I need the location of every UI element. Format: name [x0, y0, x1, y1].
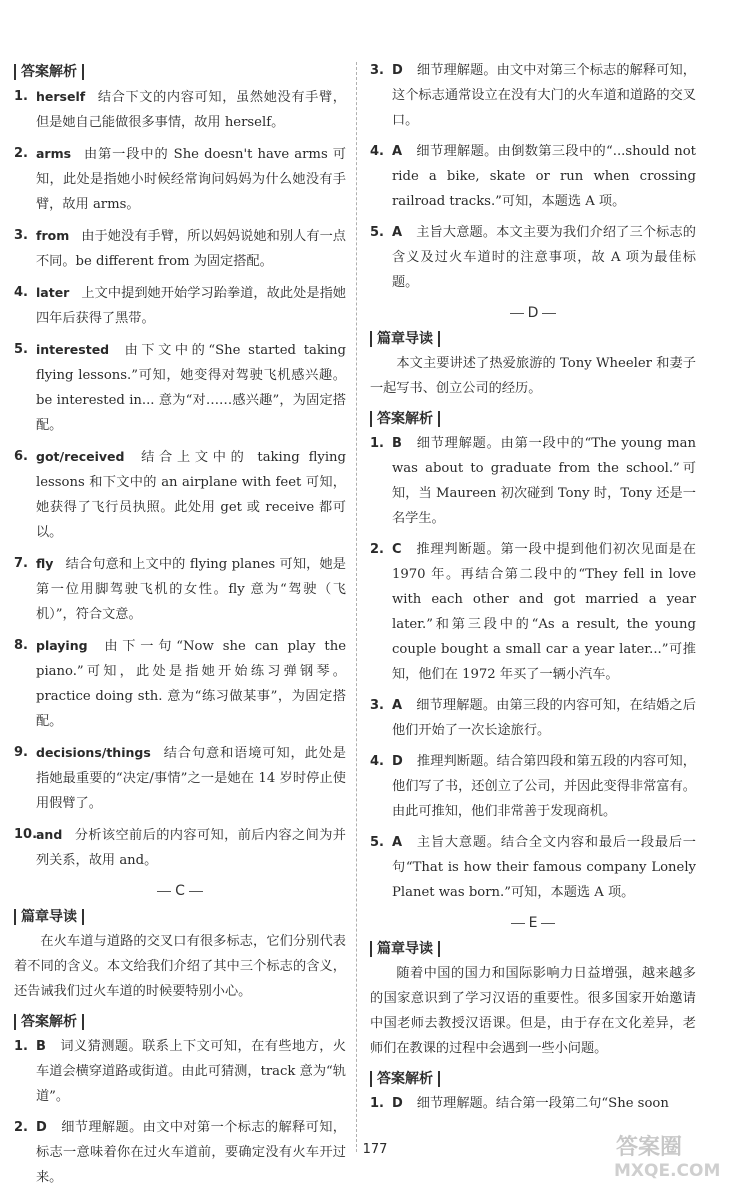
item-answer: D — [392, 1096, 403, 1111]
item-explanation: 推理判断题。第一段中提到他们初次见面是在 1970 年。再结合第二段中的“They fell in love with each other and got married a year later.”和第三段中的“As a result, the young couple bought a small car a year later...”可推知，他们在 1972 年买了一辆小汽车。 — [392, 542, 696, 682]
item-number: 3. — [370, 698, 384, 713]
item-explanation: 由下一句“Now she can play the piano.”可知，此处是指她开始练习弹钢琴。practice doing sth. 意为“练习做某事”，为固定搭配。 — [36, 639, 346, 729]
item-answer: B — [36, 1039, 46, 1054]
item-number: 5. — [370, 225, 384, 240]
item-answer: A — [392, 698, 403, 713]
answer-item — [14, 740, 346, 816]
item-number: 9. — [14, 745, 28, 760]
item-number: 3. — [14, 228, 28, 243]
column-divider — [356, 62, 357, 1152]
item-explanation: 结合下文的内容可知，虽然她没有手臂，但是她自己能做很多事情，故用 herself。 — [36, 90, 346, 130]
item-explanation: 细节理解题。由倒数第三段中的“...should not ride a bike, skate or run when crossing railroad tracks.”可知，本题选 A 项。 — [392, 144, 696, 209]
section-marker-d — [370, 305, 696, 321]
answer-item — [370, 749, 696, 824]
item-number: 2. — [14, 1120, 28, 1135]
section-header-answer-analysis: 答案解析 — [14, 1014, 84, 1030]
item-answer: D — [392, 63, 403, 78]
item-answer: playing — [36, 638, 88, 653]
item-answer: fly — [36, 556, 54, 571]
item-number: 5. — [14, 342, 28, 357]
section-marker-c — [14, 883, 346, 899]
item-explanation: 结合句意和语境可知，此处是指她最重要的“决定/事情”之一是她在 14 岁时停止使用假臂了。 — [36, 746, 346, 811]
item-answer: arms — [36, 146, 72, 161]
item-answer: decisions/things — [36, 745, 151, 760]
answer-item — [14, 223, 346, 274]
item-explanation: 细节理解题。由文中对第一个标志的解释可知，标志一意味着你在过火车道前，要确定没有火车开过来。 — [36, 1120, 346, 1185]
item-answer: later — [36, 285, 70, 300]
section-header-passage-guide: 篇章导读 — [14, 909, 84, 925]
answer-item — [14, 337, 346, 438]
answer-list-b — [14, 84, 346, 873]
section-marker-e — [370, 915, 696, 931]
answer-item — [14, 141, 346, 217]
item-explanation: 推理判断题。结合第四段和第五段的内容可知，他们写了书，还创立了公司，并因此变得非常富有。由此可推知，他们非常善于发现商机。 — [392, 754, 696, 819]
item-answer: C — [392, 542, 402, 557]
item-number: 3. — [370, 63, 384, 78]
item-number: 4. — [370, 144, 384, 159]
item-explanation: 细节理解题。由第三段的内容可知，在结婚之后他们开始了一次长途旅行。 — [392, 698, 696, 738]
item-number: 7. — [14, 556, 28, 571]
item-answer: interested — [36, 342, 110, 357]
answer-item — [370, 830, 696, 905]
passage-guide-text: 随着中国的国力和国际影响力日益增强，越来越多的国家意识到了学习汉语的重要性。很多国家开始邀请中国老师去教授汉语课。但是，由于存在文化差异，老师们在教课的过程中会遇到一些小问题。 — [370, 966, 696, 1056]
answer-list-d — [370, 431, 696, 905]
answer-item — [14, 280, 346, 331]
item-explanation: 结合上文中的 taking flying lessons 和下文中的 an airplane with feet 可知，她获得了飞行员执照。此处用 get 或 receive 都可以。 — [36, 450, 346, 540]
section-header-answer-analysis: 答案解析 — [370, 1071, 440, 1087]
answer-item — [370, 220, 696, 295]
item-number: 4. — [370, 754, 384, 769]
answer-list-c-continued — [370, 58, 696, 295]
item-explanation: 由于她没有手臂，所以妈妈说她和别人有一点不同。be different from 为固定搭配。 — [36, 229, 346, 269]
item-explanation: 结合句意和上文中的 flying planes 可知，她是第一位用脚驾驶飞机的女性。fly 意为“驾驶（飞机）”，符合文意。 — [36, 557, 346, 622]
item-number: 1. — [14, 89, 28, 104]
item-number: 1. — [370, 436, 384, 451]
watermark-text: 答案圈 — [616, 1135, 683, 1160]
section-letter: E — [528, 915, 538, 931]
item-answer: B — [392, 436, 402, 451]
item-answer: got/received — [36, 449, 125, 464]
item-number: 1. — [370, 1096, 384, 1111]
answer-item — [14, 551, 346, 627]
item-answer: from — [36, 228, 70, 243]
item-number: 1. — [14, 1039, 28, 1054]
item-number: 6. — [14, 449, 28, 464]
answer-item — [14, 822, 346, 873]
left-column — [14, 58, 346, 1196]
answer-item — [370, 1091, 696, 1116]
answer-item — [14, 1034, 346, 1109]
item-answer: and — [36, 827, 63, 842]
answer-item — [370, 431, 696, 531]
item-answer: herself — [36, 89, 86, 104]
section-header-passage-guide: 篇章导读 — [370, 331, 440, 347]
answer-item — [14, 84, 346, 135]
item-number: 4. — [14, 285, 28, 300]
answer-item — [14, 444, 346, 545]
answer-list-e — [370, 1091, 696, 1116]
section-letter: D — [527, 305, 539, 321]
item-explanation: 主旨大意题。本文主要为我们介绍了三个标志的含义及过火车道时的注意事项，故 A 项为最佳标题。 — [392, 225, 696, 290]
page-number: 177 — [362, 1142, 388, 1157]
item-explanation: 分析该空前后的内容可知，前后内容之间为并列关系，故用 and。 — [36, 828, 346, 868]
item-answer: A — [392, 225, 403, 240]
answer-item — [370, 139, 696, 214]
item-explanation: 由第一段中的 She doesn't have arms 可知，此处是指她小时候经常询问妈妈为什么她没有手臂，故用 arms。 — [36, 147, 346, 212]
item-explanation: 细节理解题。由文中对第三个标志的解释可知，这个标志通常设立在没有大门的火车道和道路的交叉口。 — [392, 63, 696, 128]
watermark-url: MXQE.COM — [614, 1161, 721, 1180]
section-header-answer-analysis: 答案解析 — [14, 64, 84, 80]
item-explanation: 细节理解题。结合第一段第二句“She soon — [416, 1096, 669, 1111]
item-answer: D — [392, 754, 403, 769]
item-answer: D — [36, 1120, 47, 1135]
right-column — [370, 58, 696, 1122]
item-answer: A — [392, 835, 403, 850]
section-letter: C — [175, 883, 185, 899]
answer-item — [14, 633, 346, 734]
passage-guide-text: 本文主要讲述了热爱旅游的 Tony Wheeler 和妻子一起写书、创立公司的经历。 — [370, 356, 696, 396]
item-explanation: 词义猜测题。联系上下文可知，在有些地方，火车道会横穿道路或街道。由此可猜测，track 意为“轨道”。 — [36, 1039, 346, 1104]
item-number: 8. — [14, 638, 28, 653]
item-number: 2. — [14, 146, 28, 161]
section-header-passage-guide: 篇章导读 — [370, 941, 440, 957]
item-explanation: 主旨大意题。结合全文内容和最后一段最后一句“That is how their famous company Lonely Planet was born.”可知，本题选 A 项。 — [392, 835, 696, 900]
item-number: 10. — [14, 827, 38, 842]
item-number: 2. — [370, 542, 384, 557]
answer-item — [370, 537, 696, 687]
answer-item — [370, 693, 696, 743]
item-answer: A — [392, 144, 403, 159]
answer-list-c — [14, 1034, 346, 1190]
item-explanation: 由下文中的“She started taking flying lessons.”可知，她变得对驾驶飞机感兴趣。be interested in... 意为“对……感兴趣”，为固定搭配。 — [36, 343, 346, 433]
answer-item — [370, 58, 696, 133]
item-number: 5. — [370, 835, 384, 850]
item-explanation: 上文中提到她开始学习跆拳道，故此处是指她四年后获得了黑带。 — [36, 286, 346, 326]
watermark-logo — [598, 1128, 744, 1180]
passage-guide-text: 在火车道与道路的交叉口有很多标志，它们分别代表着不同的含义。本文给我们介绍了其中三个标志的含义，还告诫我们过火车道的时候要特别小心。 — [14, 934, 346, 999]
section-header-answer-analysis: 答案解析 — [370, 411, 440, 427]
item-explanation: 细节理解题。由第一段中的“The young man was about to graduate from the school.”可知，当 Maureen 初次碰到 Tony 时，Tony 还是一名学生。 — [392, 436, 696, 526]
